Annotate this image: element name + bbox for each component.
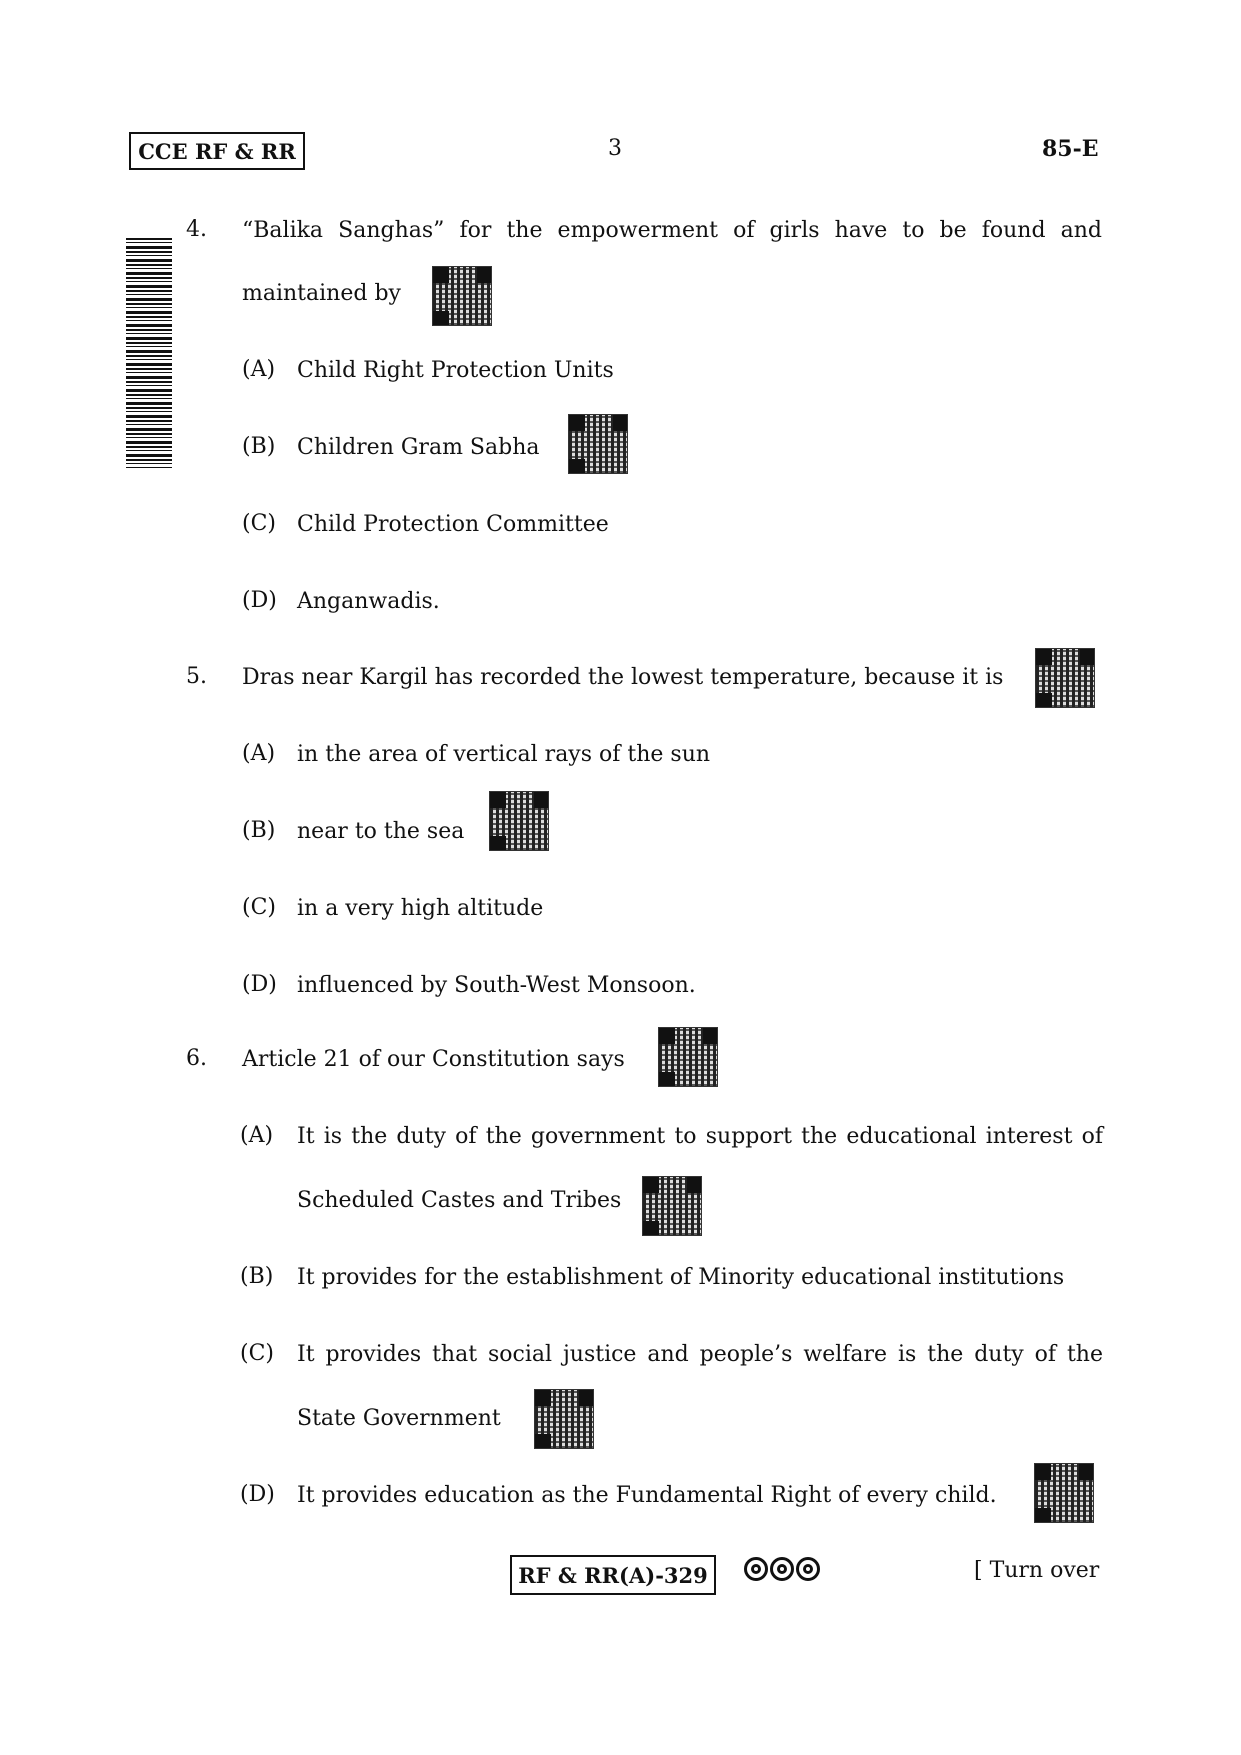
option-text: Child Protection Committee <box>297 512 609 537</box>
triple-circle-icon <box>744 1557 820 1581</box>
option-letter: (A) <box>242 741 276 766</box>
option-letter: (A) <box>242 357 276 382</box>
option-letter: (B) <box>240 1264 274 1289</box>
option-text: Children Gram Sabha <box>297 435 540 460</box>
option-text: Scheduled Castes and Tribes <box>297 1188 622 1213</box>
option-text: in a very high altitude <box>297 896 544 921</box>
option-letter: (B) <box>242 434 276 459</box>
option-letter: (C) <box>240 1341 274 1366</box>
question-text: maintained by <box>242 281 401 306</box>
option-text: It is the duty of the government to support the educational interest of <box>297 1124 1103 1149</box>
turn-over-text: [ Turn over <box>974 1558 1100 1583</box>
qr-code-icon <box>534 1389 594 1449</box>
question-text: Dras near Kargil has recorded the lowest temperature, because it is <box>242 665 1004 690</box>
question-number: 5. <box>186 664 207 689</box>
question-number: 4. <box>186 217 207 242</box>
option-text: It provides education as the Fundamental Right of every child. <box>297 1483 997 1508</box>
page-number: 3 <box>608 136 622 161</box>
header-code-box: CCE RF & RR <box>129 132 305 170</box>
option-text: influenced by South-West Monsoon. <box>297 973 696 998</box>
option-letter: (A) <box>240 1123 274 1148</box>
option-text: Anganwadis. <box>297 589 440 614</box>
qr-code-icon <box>1035 648 1095 708</box>
option-text: Child Right Protection Units <box>297 358 614 383</box>
qr-code-icon <box>1034 1463 1094 1523</box>
barcode <box>126 238 172 468</box>
qr-code-icon <box>489 791 549 851</box>
option-text: near to the sea <box>297 819 465 844</box>
qr-code-icon <box>568 414 628 474</box>
option-letter: (C) <box>242 895 276 920</box>
question-number: 6. <box>186 1046 207 1071</box>
option-text: It provides that social justice and people’s welfare is the duty of the <box>297 1342 1103 1367</box>
option-letter: (C) <box>242 511 276 536</box>
option-letter: (D) <box>242 588 277 613</box>
qr-code-icon <box>642 1176 702 1236</box>
paper-code: 85-E <box>1042 136 1099 162</box>
question-text: “Balika Sanghas” for the empowerment of girls have to be found and <box>242 218 1102 243</box>
qr-code-icon <box>658 1027 718 1087</box>
qr-code-icon <box>432 266 492 326</box>
footer-code-box: RF & RR(A)-329 <box>510 1555 716 1595</box>
option-letter: (D) <box>242 972 277 997</box>
question-text: Article 21 of our Constitution says <box>242 1047 625 1072</box>
option-letter: (D) <box>240 1482 275 1507</box>
option-text: State Government <box>297 1406 501 1431</box>
option-letter: (B) <box>242 818 276 843</box>
option-text: in the area of vertical rays of the sun <box>297 742 711 767</box>
option-text: It provides for the establishment of Minority educational institutions <box>297 1265 1065 1290</box>
